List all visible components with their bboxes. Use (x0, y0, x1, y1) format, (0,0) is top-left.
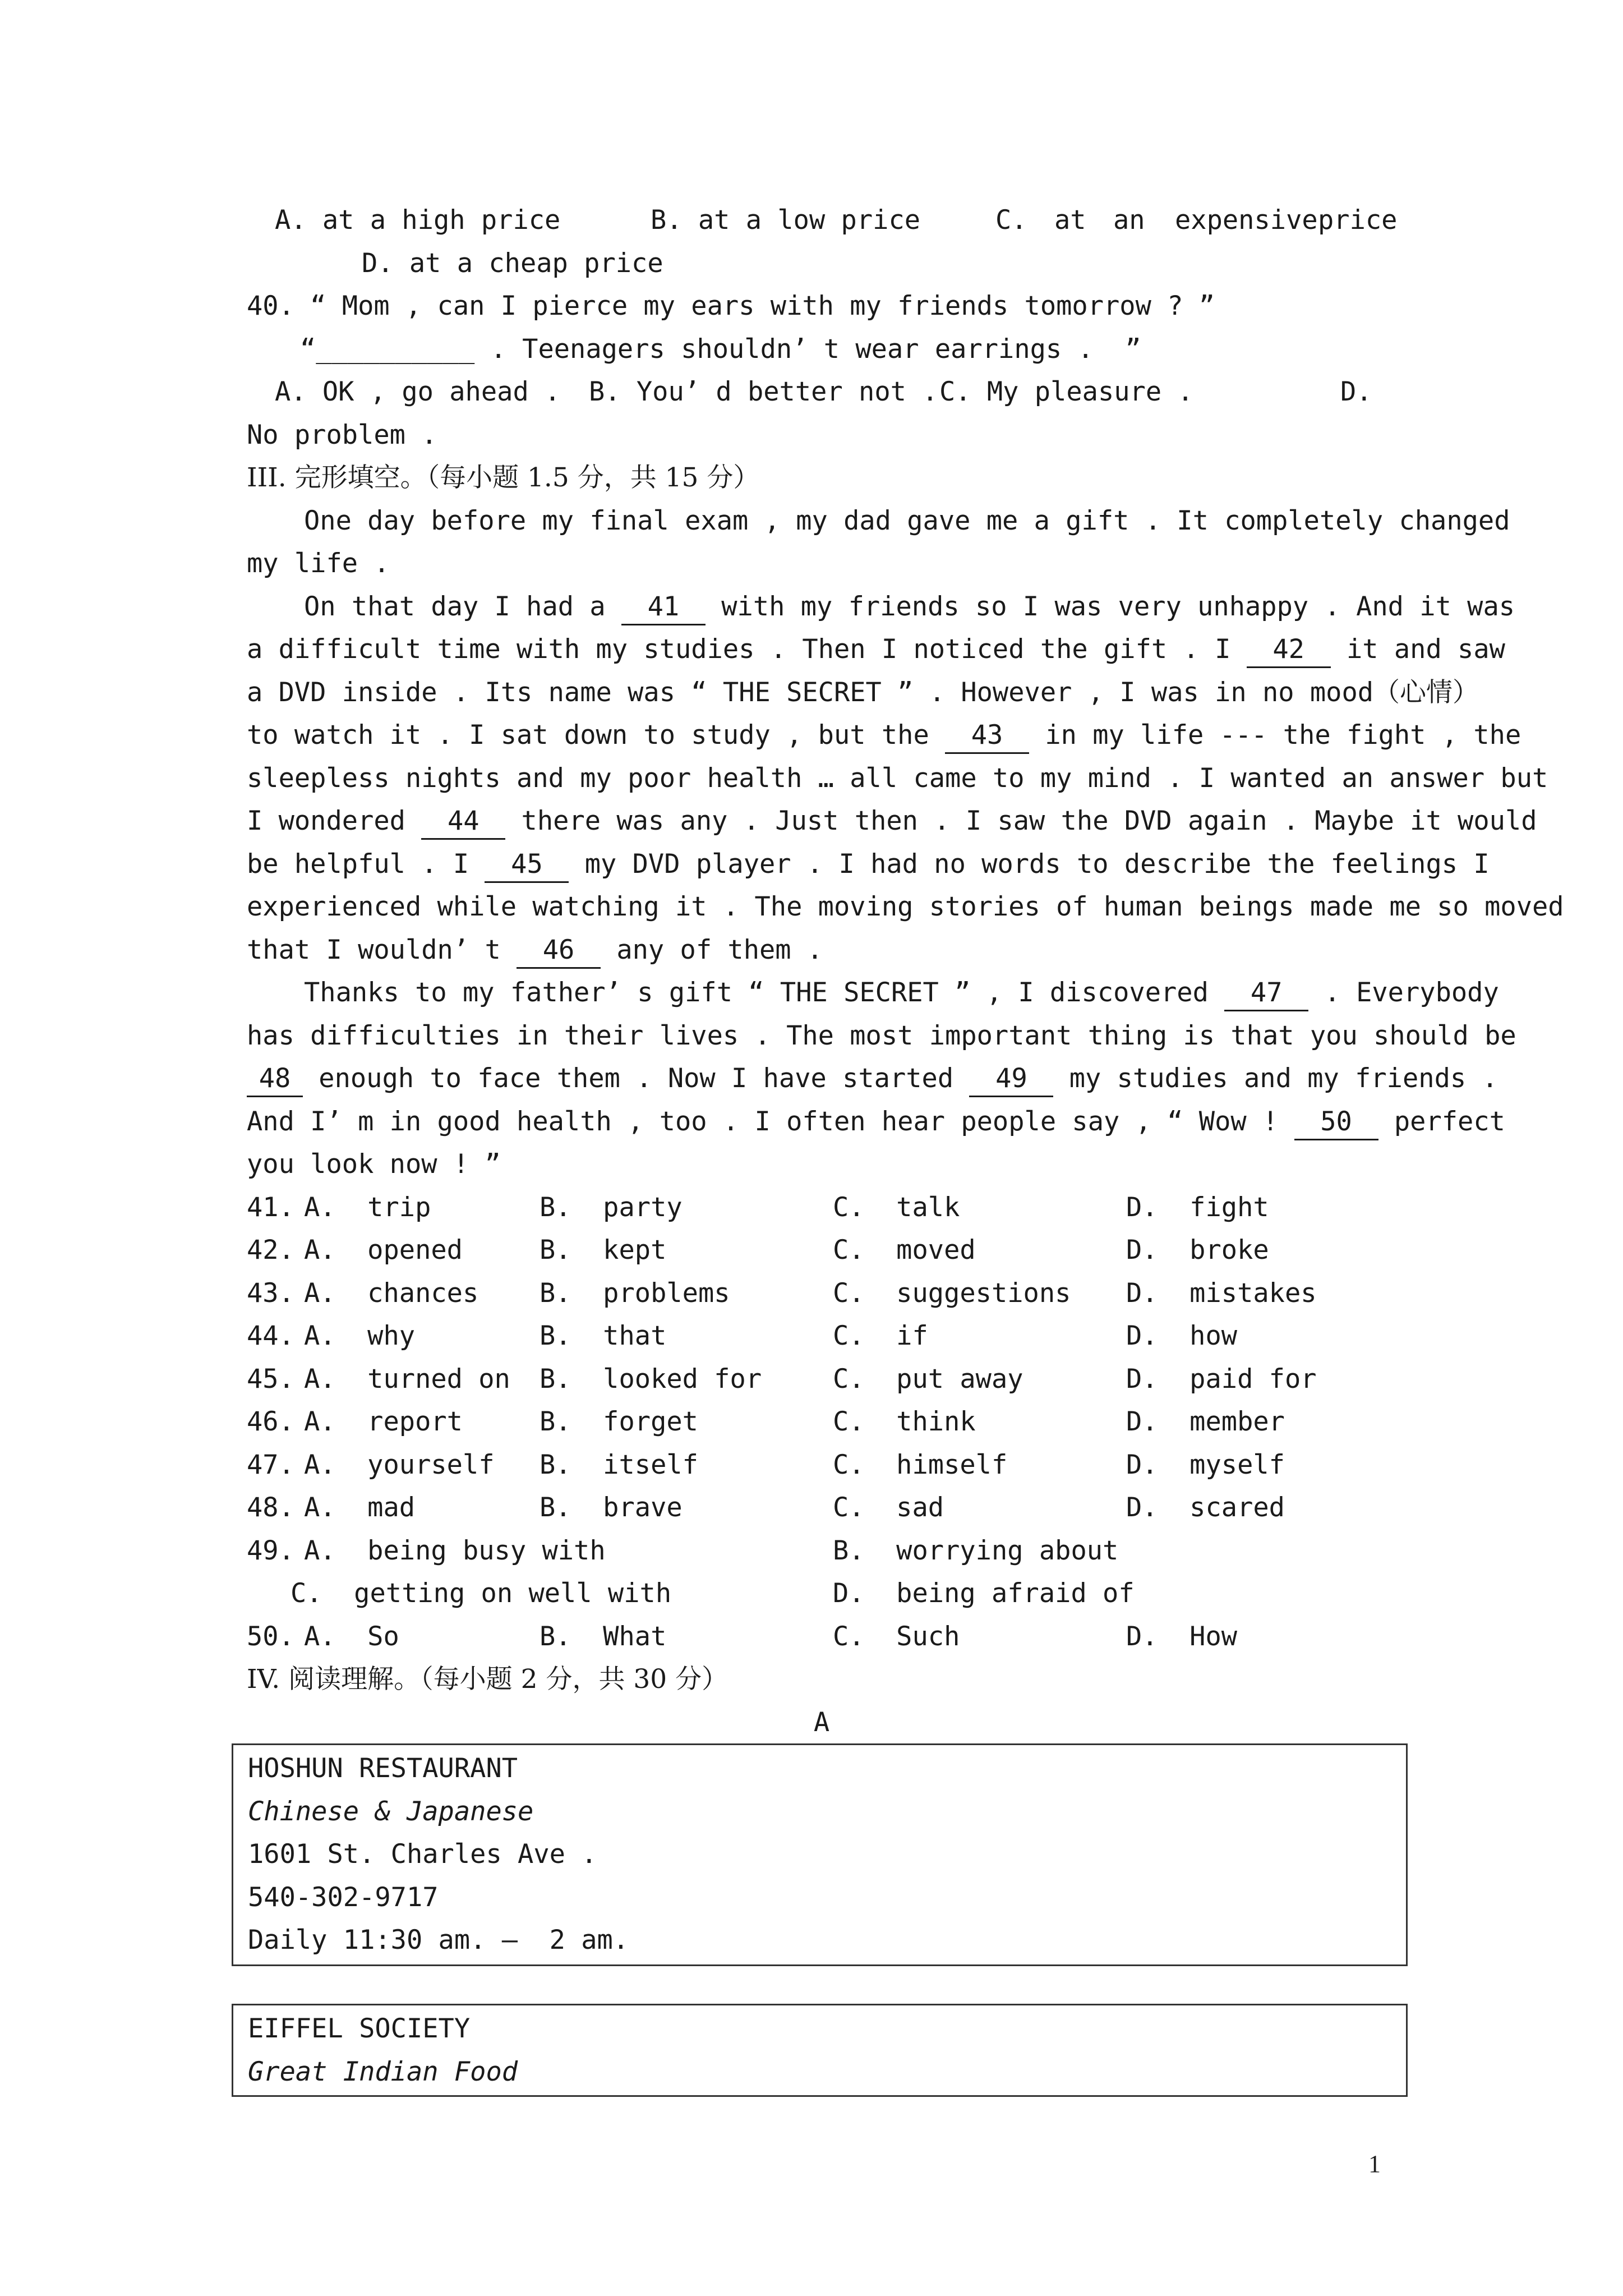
question-number: 44. (247, 1320, 294, 1351)
option-b: B. What (540, 1621, 667, 1652)
option-row-42 (247, 1229, 1396, 1272)
option-a: A. why (304, 1320, 416, 1351)
option-row-46 (247, 1401, 1396, 1444)
blank-47: 47 (1224, 976, 1308, 1011)
option-a: A. being busy with (304, 1535, 606, 1566)
text-fragment: be helpful . I (247, 848, 485, 880)
option-b: B. party (540, 1191, 683, 1223)
q39-option-a: A. at a high price (275, 205, 561, 236)
option-c: C. suggestions (833, 1277, 1071, 1309)
option-row-44 (247, 1315, 1396, 1358)
blank-46: 46 (517, 933, 601, 969)
blank-42: 42 (1247, 633, 1331, 668)
cloze-p3-line2: has difficulties in their lives . The most important thing is that you should be (247, 1020, 1516, 1051)
cloze-p2-line5: sleepless nights and my poor health … all came to my mind . I wanted an answer but (247, 762, 1548, 794)
q40-reply-rest: . Teenagers shouldn’ t wear earrings . ” (474, 333, 1141, 365)
q39-options-row (247, 199, 1396, 242)
option-c: C. put away (833, 1363, 1023, 1395)
cloze-p2-line6 (247, 800, 1537, 843)
option-c: C. getting on well with (291, 1578, 672, 1609)
q40-option-b: B. You’ d better not . (589, 376, 938, 407)
q39-option-b: B. at a low price (651, 205, 921, 236)
ad-phone: 540-302-9717 (248, 1881, 439, 1913)
option-d: D. paid for (1126, 1363, 1317, 1395)
option-row-45 (247, 1358, 1396, 1401)
option-b: B. forget (540, 1406, 698, 1437)
question-number: 50. (247, 1621, 294, 1652)
blank-41: 41 (621, 590, 706, 625)
exam-page (247, 199, 1564, 1744)
option-a: A. mad (304, 1492, 416, 1523)
option-c: C. talk (833, 1191, 960, 1223)
option-a: A. opened (304, 1235, 463, 1266)
blank-49: 49 (969, 1062, 1053, 1097)
question-number: 41. (247, 1191, 294, 1223)
q40-stem: 40. “ Mom , can I pierce my ears with my friends tomorrow ? ” (247, 291, 1215, 321)
option-c: C. moved (833, 1235, 976, 1266)
option-c: C. think (833, 1406, 976, 1437)
cloze-options (247, 1186, 1396, 1659)
question-number: 49. (247, 1535, 294, 1566)
text-fragment: And I’ m in good health , too . I often hear people say , “ Wow ! (247, 1106, 1294, 1137)
option-d: D. myself (1126, 1449, 1285, 1480)
option-row-48 (247, 1487, 1396, 1530)
question-number: 48. (247, 1492, 294, 1523)
option-d: D. member (1126, 1406, 1285, 1437)
passage-label: A (813, 1706, 830, 1738)
question-number: 45. (247, 1363, 294, 1395)
option-row-41 (247, 1186, 1396, 1230)
text-fragment: to watch it . I sat down to study , but the (247, 720, 946, 751)
option-row-43 (247, 1272, 1396, 1315)
q40-reply-open: “ (300, 333, 316, 365)
question-number: 47. (247, 1449, 294, 1480)
ad-name: EIFFEL SOCIETY (248, 2013, 471, 2044)
q39-option-c-word2: an (1113, 205, 1145, 236)
ad-box-hoshun (232, 1743, 1408, 1966)
cloze-p2-line9 (247, 929, 1396, 972)
page-number: 1 (1368, 2150, 1381, 2178)
option-b: B. kept (540, 1235, 667, 1266)
cloze-p1-line2: my life . (247, 548, 390, 579)
cloze-p3-line3 (247, 1057, 1498, 1101)
option-c: C. sad (833, 1492, 944, 1523)
option-row-49-cd (247, 1572, 1396, 1616)
q39-option-c-label: C. (995, 205, 1027, 236)
ad-address: 1601 St. Charles Ave . (248, 1839, 597, 1870)
section4-heading: IV. 阅读理解。（每小题 2 分，共 30 分） (247, 1664, 728, 1695)
question-number: 42. (247, 1235, 294, 1266)
option-d: D. fight (1126, 1191, 1269, 1223)
option-a: A. report (304, 1406, 463, 1437)
option-b: B. that (540, 1320, 667, 1351)
cloze-p2-line7 (247, 843, 1490, 886)
ad-name: HOSHUN RESTAURANT (248, 1753, 518, 1784)
blank-48: 48 (247, 1062, 303, 1097)
text-fragment: it and saw (1330, 634, 1505, 665)
option-row-50 (247, 1616, 1396, 1659)
blank-50: 50 (1294, 1105, 1378, 1140)
ad-box-eiffel (232, 2004, 1408, 2097)
option-d: D. how (1126, 1320, 1238, 1351)
option-row-47 (247, 1444, 1396, 1487)
text-fragment: On that day I had a (304, 591, 621, 622)
cloze-p3-line4 (247, 1101, 1505, 1144)
text-fragment: my studies and my friends . (1053, 1063, 1498, 1094)
q39-option-c-word3: expensive (1175, 205, 1318, 236)
option-c: C. himself (833, 1449, 1008, 1480)
question-number: 46. (247, 1406, 294, 1437)
q40-option-d-text: No problem . (247, 419, 437, 450)
option-a: A. yourself (304, 1449, 495, 1480)
question-number: 43. (247, 1277, 294, 1309)
text-fragment: in my life --- the fight , the (1029, 720, 1521, 751)
cloze-p2-line8: experienced while watching it . The moving stories of human beings made me so moved (247, 891, 1564, 922)
q40-options-row (247, 371, 1396, 414)
ad-cuisine: Chinese & Japanese (248, 1796, 534, 1827)
text-fragment: . Everybody (1308, 977, 1499, 1008)
q39-option-c-word4: price (1318, 205, 1398, 236)
cloze-p1-line1: One day before my final exam , my dad gave me a gift . It completely changed (304, 505, 1510, 536)
cloze-p2-line3: a DVD inside . Its name was “ THE SECRET ” . However , I was in no mood（心情） (247, 677, 1479, 708)
blank-44: 44 (421, 804, 505, 840)
text-fragment: Thanks to my father’ s gift “ THE SECRET ” , I discovered (304, 977, 1225, 1008)
cloze-p2-line1 (247, 586, 1515, 629)
q40-option-d-label: D. (1340, 376, 1372, 407)
q40-reply-blank: __________ (316, 333, 475, 365)
option-b: B. problems (540, 1277, 730, 1309)
ad-cuisine: Great Indian Food (248, 2056, 518, 2087)
blank-45: 45 (485, 848, 569, 883)
blank-43: 43 (945, 719, 1029, 754)
option-c: C. if (833, 1320, 928, 1351)
option-c: C. Such (833, 1621, 960, 1652)
text-fragment: any of them . (601, 934, 823, 965)
option-d: D. being afraid of (833, 1578, 1135, 1609)
text-fragment: with my friends so I was very unhappy . And it was (705, 591, 1515, 622)
option-a: A. chances (304, 1277, 479, 1309)
option-d: D. broke (1126, 1235, 1269, 1266)
text-fragment: enough to face them . Now I have started (303, 1063, 970, 1094)
option-b: B. looked for (540, 1363, 762, 1395)
cloze-p3-line1 (247, 972, 1499, 1015)
q40-option-a: A. OK , go ahead . (275, 376, 561, 407)
option-d: D. mistakes (1126, 1277, 1317, 1309)
option-d: D. How (1126, 1621, 1238, 1652)
cloze-p2-line2 (247, 628, 1505, 671)
text-fragment: my DVD player . I had no words to describe the feelings I (569, 848, 1490, 880)
option-a: A. trip (304, 1191, 431, 1223)
option-row-49-ab (247, 1530, 1396, 1573)
ad-hours: Daily 11:30 am. – 2 am. (248, 1925, 629, 1955)
section3-heading: III. 完形填空。（每小题 1.5 分，共 15 分） (247, 462, 760, 493)
text-fragment: I wondered (247, 806, 422, 836)
text-fragment: a difficult time with my studies . Then I noticed the gift . I (247, 634, 1247, 665)
option-b: B. brave (540, 1492, 683, 1523)
cloze-p2-line4 (247, 714, 1521, 757)
option-d: D. scared (1126, 1492, 1285, 1523)
option-a: A. So (304, 1621, 399, 1652)
q40-option-c: C. My pleasure . (939, 376, 1193, 407)
q39-option-d: D. at a cheap price (362, 247, 663, 279)
text-fragment: there was any . Just then . I saw the DVD again . Maybe it would (505, 806, 1537, 836)
text-fragment: perfect (1378, 1106, 1505, 1137)
text-fragment: that I wouldn’ t (247, 934, 517, 965)
option-b: B. itself (540, 1449, 698, 1480)
q40-reply (247, 328, 1396, 371)
option-b: B. worrying about (833, 1535, 1119, 1566)
cloze-p3-line5: you look now ! ” (247, 1149, 501, 1180)
option-a: A. turned on (304, 1363, 510, 1395)
q39-option-c-word1: at (1054, 205, 1086, 236)
